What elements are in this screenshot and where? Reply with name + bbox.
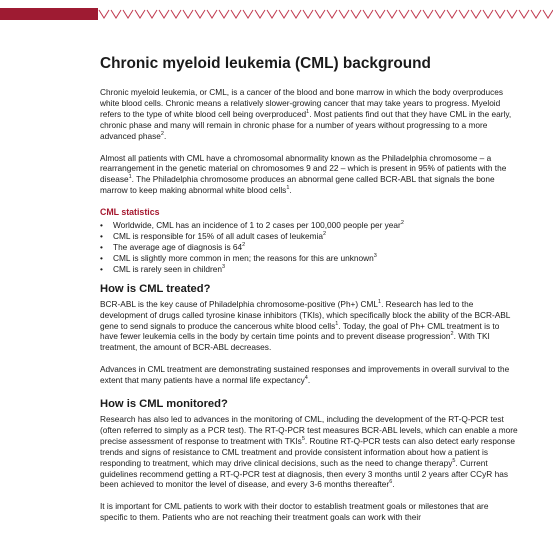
bullet-icon: • — [100, 241, 103, 252]
page-title: Chronic myeloid leukemia (CML) background — [100, 55, 431, 72]
stats-heading: CML statistics — [100, 207, 160, 218]
bullet-icon: • — [100, 263, 103, 274]
treated-paragraph-1: BCR-ABL is the key cause of Philadelphia chromosome-positive (Ph+) CML$^1$. Research has led to the development of drugs called tyrosine kinase inhibitors (TKIs), which specifically block the ability of the BCR-ABL gene to send signals to produce the cancerous white blood cells$^1$. Today, the goal of Ph+ CML treatment is to have fewer leukemia cells in the body by certain time points and to prevent disease progression$^2$. With TKI treatment, the amount of BCR-ABL decreases. — [100, 298, 511, 353]
monitored-paragraph-2: It is important for CML patients to work with their doctor to establish treatment goals or milestones that are specific to them. Patients who are not reaching their treatment goals can work with their — [100, 501, 489, 523]
header-band-solid — [0, 8, 98, 20]
bullet-icon: • — [100, 231, 103, 242]
bullet-icon: • — [100, 220, 103, 231]
header-band — [0, 8, 553, 20]
list-item: • The average age of diagnosis is $64^2$ — [100, 241, 246, 252]
monitored-paragraph-1: Research has also led to advances in the monitoring of CML, including the development of the RT-Q-PCR test (often referred to simply as a PCR test). The RT-Q-PCR test measures BCR-ABL levels, which can enable a more precise assessment of response to treatment with TKIs$^5$. Routine RT-Q-PCR tests can also detect early response trends and signs of resistance to CML treatment and provide consistent information about how a patient is responding to treatment, which may drive clinical decisions, such as the need to change therapy$^5$. Current guidelines recommend getting a RT-Q-PCR test at diagnosis, then every 3 months until 2 years after CCyR has been achieved to monitor the level of disease, and every 3-6 months thereafter$^6$. — [100, 414, 518, 490]
list-item: • CML is rarely seen in children$^3$ — [100, 263, 226, 274]
treated-heading: How is CML treated? — [100, 282, 211, 295]
list-item: • Worldwide, CML has an incidence of 1 to 2 cases per 100,000 people per year$^2$ — [100, 220, 404, 231]
monitored-heading: How is CML monitored? — [100, 398, 228, 411]
stats-list — [100, 220, 518, 275]
list-item: • CML is responsible for 15% of all adult cases of leukemia$^2$ — [100, 231, 327, 242]
bullet-icon: • — [100, 252, 103, 263]
intro-paragraph-2: Almost all patients with CML have a chromosomal abnormality known as the Philadelphia chromosome – a rearrangement in the genetic material on chromosomes 9 and 22 – which is present in 95% of patients with the disease$^1$. The Philadelphia chromosome produces an abnormal gene called BCR-ABL that signals the bone marrow to keep making abnormal white blood cells$^1$. — [100, 152, 507, 196]
document-body — [100, 54, 518, 534]
list-item: • CML is slightly more common in men; the reasons for this are unknown$^3$ — [100, 252, 377, 263]
header-band-pattern — [98, 8, 553, 20]
intro-paragraph-1: Chronic myeloid leukemia, or CML, is a cancer of the blood and bone marrow in which the body overproduces white blood cells. Chronic means a relatively slower-growing cancer that may take years to progress. Myeloid refers to the type of white blood cell being overproduced$^1$. Most patients find out that they have CML in the early, chronic phase and many will remain in chronic phase for a number of years without progressing to a more advanced phase$^2$. — [100, 87, 512, 141]
treated-paragraph-2: Advances in CML treatment are demonstrating sustained responses and improvements in overall survival to the extent that many patients have a normal life expectancy$^4$. — [100, 364, 510, 386]
